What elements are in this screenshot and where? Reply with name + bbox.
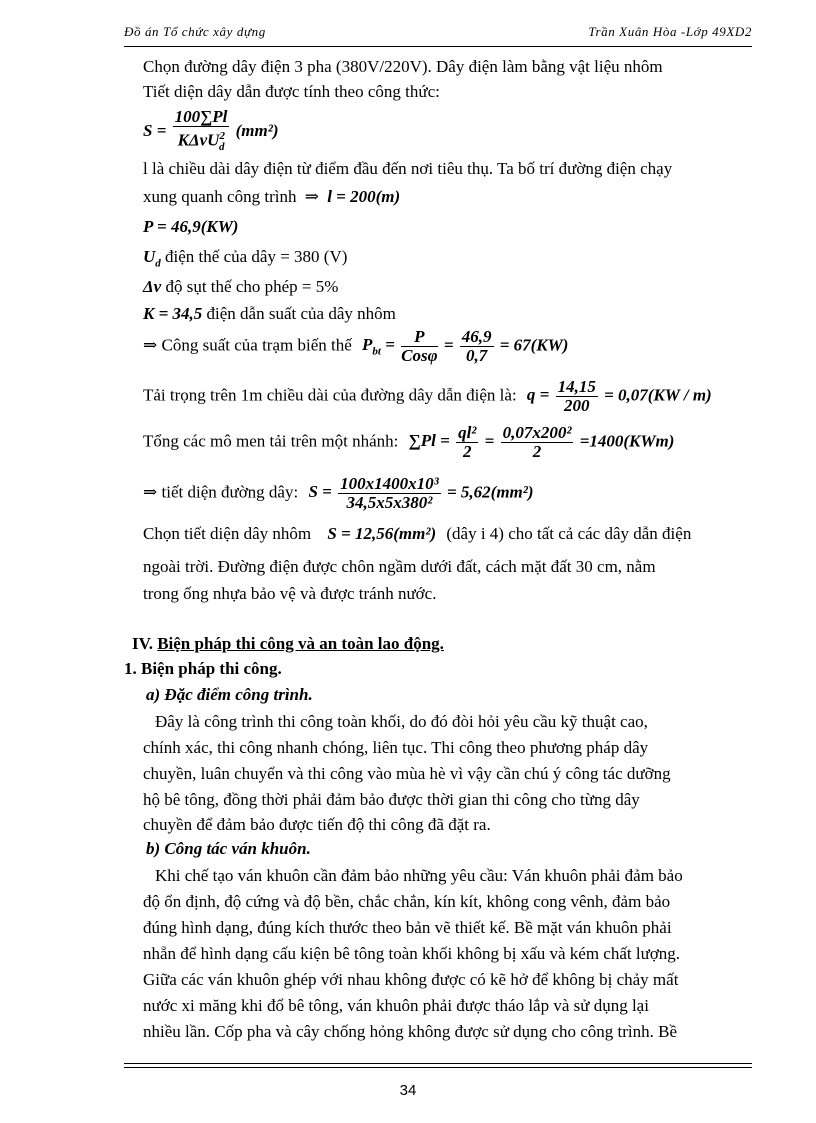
para-b-line: Khi chế tạo ván khuôn cần đảm bảo những yêu cầu: Ván khuôn phải đảm bảo: [155, 866, 683, 885]
header-left: Đồ án Tổ chức xây dựng: [124, 24, 266, 39]
para-a-line: chuyền, luân chuyển và thi công vào mùa hè vì vậy cần chú ý công tác dưỡng: [143, 764, 671, 783]
var-p: P = 46,9(KW): [143, 217, 239, 236]
formula-s-fraction: [173, 108, 230, 156]
var-ud: $U_d$ điện thế của dây = 380 (V): [143, 247, 348, 270]
para-b-line: nước xi măng khi đổ bê tông, ván khuôn phải được tháo lắp và sử dụng lại: [143, 996, 649, 1015]
para1-line1: Chọn đường dây điện 3 pha (380V/220V). Dây điện làm bằng vật liệu nhôm: [143, 57, 663, 76]
para2-line1: l là chiều dài dây điện từ điểm đầu đến nơi tiêu thụ. Ta bố trí đường điện chạy: [143, 159, 673, 178]
formula-s: [143, 108, 279, 156]
para2-line2: xung quanh công trình ⇒ l = 200(m): [143, 187, 401, 206]
header-right: Trần Xuân Hòa -Lớp 49XD2: [588, 24, 752, 39]
page-header: [124, 24, 752, 46]
para-a-line: chuyền để đảm bảo được tiến độ thi công đã đặt ra.: [143, 815, 491, 834]
choose-line1: Chọn tiết diện dây nhôm S = 12,56(mm²) (dây i 4) cho tất cả các dây dẫn điện: [143, 524, 692, 543]
section-iv-heading: IV. Biện pháp thi công và an toàn lao động.: [132, 634, 444, 653]
para-a-line: Đây là công trình thi công toàn khối, do đó đòi hỏi yêu cầu kỹ thuật cao,: [155, 712, 648, 731]
moment-line: Tổng các mô men tải trên một nhánh: ∑Pl = $\frac{\text{ql²}}{2}$ = $\frac{\text{0,07x200²}}{2}$ =1400(KWm): [143, 423, 675, 461]
formula-s-lhs: S =: [143, 120, 167, 140]
para-a-line: hộ bê tông, đồng thời phải đảm bảo được thời gian thi công cho từng dây: [143, 790, 640, 809]
load-line: Tải trọng trên 1m chiều dài của đường dây dẫn điện là: q = $\frac{14,15}{200}$ = 0,07(KW / m): [143, 377, 712, 415]
para1-line2: Tiết diện dây dẫn được tính theo công thức:: [143, 82, 440, 101]
footer-rule: [124, 1067, 752, 1068]
var-dv: Δv độ sụt thế cho phép = 5%: [143, 277, 339, 296]
formula-s-num: 100∑Pl: [174, 107, 228, 126]
formula-s-unit: (mm²): [235, 120, 279, 140]
para-b-line: nhiều lần. Cốp pha và cây chống hỏng không được sử dụng cho công trình. Bề: [143, 1022, 678, 1041]
section-line: ⇒ tiết diện đường dây: S = $\frac{\text{100x1400x10³}}{\text{34,5x5x380²}}$ = 5,62(mm²): [143, 474, 534, 512]
para-b-line: độ ổn định, độ cứng và độ bền, chắc chắn, kín kít, không cong vênh, đảm bảo: [143, 892, 671, 911]
choose-line2: ngoài trời. Đường điện được chôn ngầm dưới đất, cách mặt đất 30 cm, nằm: [143, 557, 656, 576]
para-b-line: Giữa các ván khuôn ghép với nhau không được có kẽ hở để không bị chảy mất: [143, 970, 679, 989]
var-k: K = 34,5 điện dẫn suất của dây nhôm: [143, 304, 396, 323]
para-a-line: chính xác, thi công nhanh chóng, liên tục. Thi công theo phương pháp dây: [143, 738, 649, 757]
l-value: l = 200(m): [327, 187, 401, 206]
page-number: 34: [399, 1082, 417, 1099]
footer-rule: [124, 1063, 752, 1064]
sub-heading-1: 1. Biện pháp thi công.: [124, 659, 282, 678]
formula-s-den: KΔvU$^2_d$: [177, 130, 225, 154]
choose-line3: trong ống nhựa bảo vệ và được tránh nước.: [143, 584, 437, 603]
sub-heading-b: b) Công tác ván khuôn.: [146, 839, 311, 858]
para-b-line: nhẵn để hình dạng cấu kiện bê tông toàn khối không bị xấu và kém chất lượng.: [143, 944, 681, 963]
header-rule: [124, 46, 752, 47]
station-power: ⇒ Công suất của trạm biến thế $P_{bt}$ = $\frac{P}{\text{Cosφ}}$ = $\frac{46,9}{0,7}$ = 67(KW): [143, 327, 569, 365]
sub-heading-a: a) Đặc điểm công trình.: [146, 685, 313, 704]
para-b-line: đúng hình dạng, đúng kích thước theo bản vẽ thiết kế. Bề mặt ván khuôn phải: [143, 918, 672, 937]
